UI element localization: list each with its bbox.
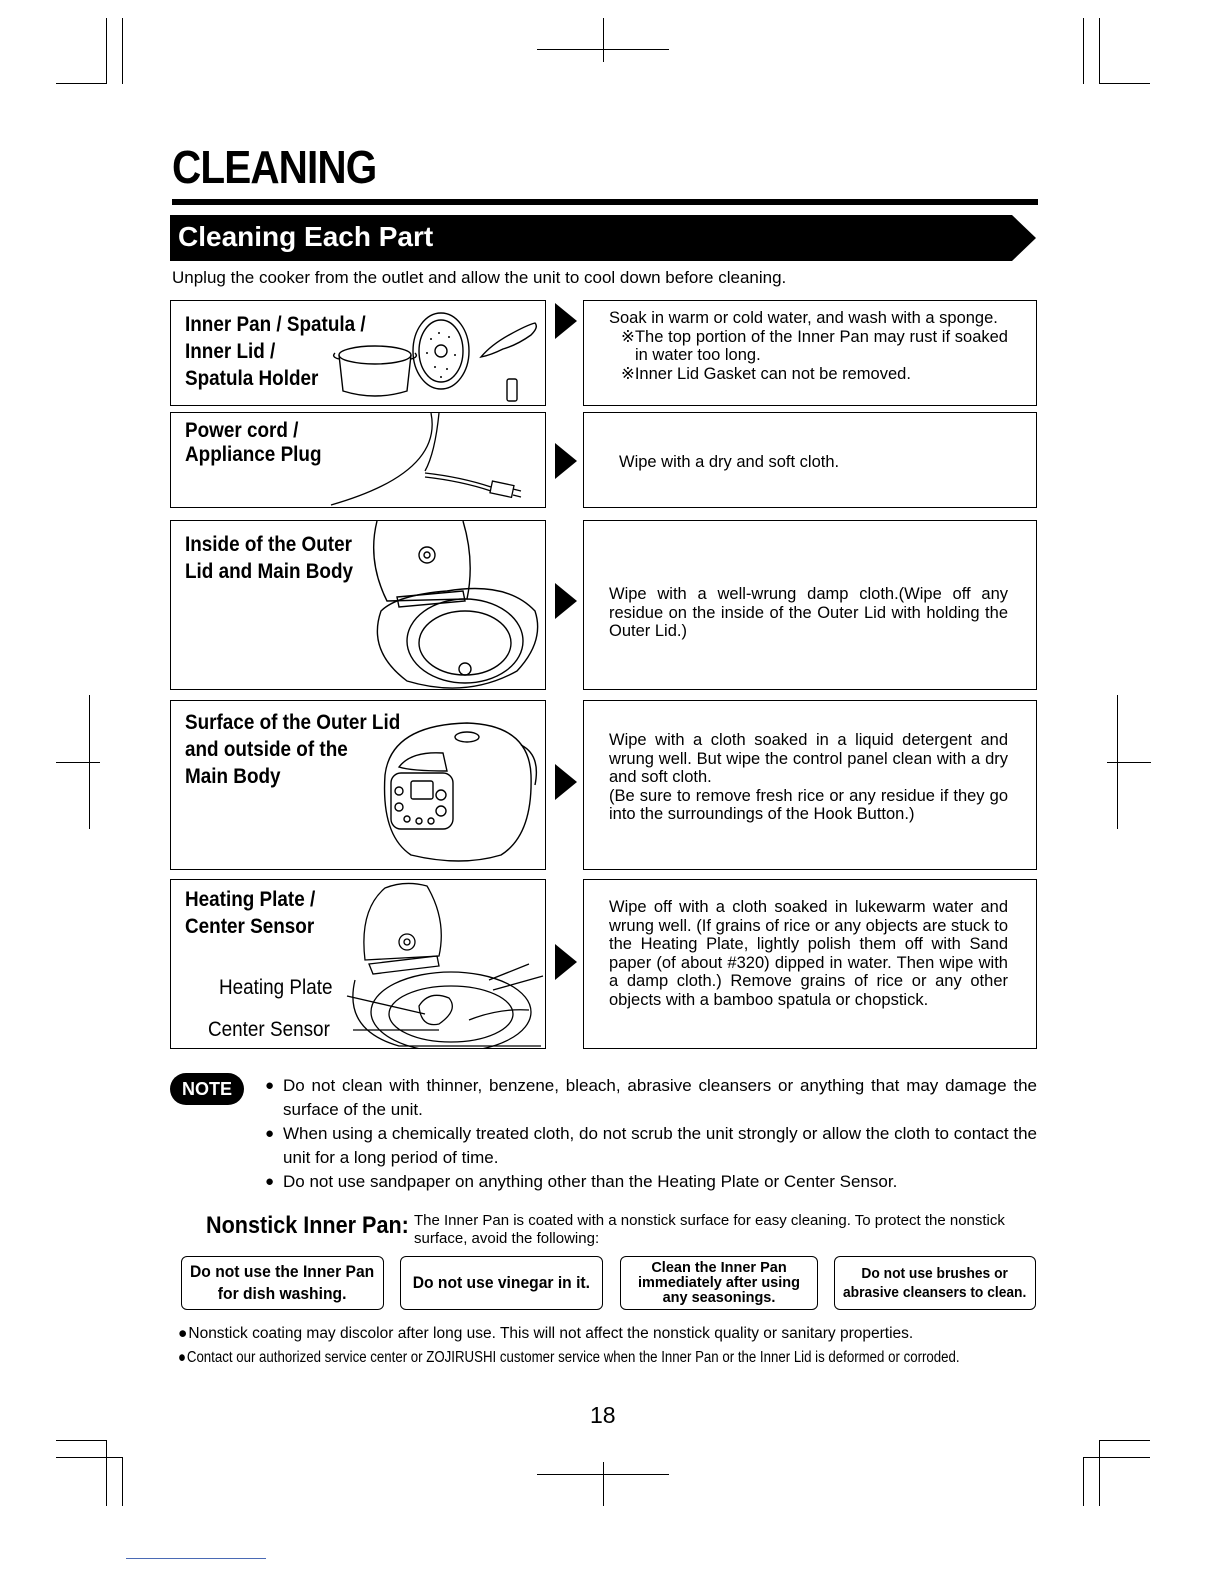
page-title: CLEANING [172, 141, 377, 193]
desc-box-outer-surface [583, 700, 1037, 870]
desc-box-heating-plate [583, 879, 1037, 1049]
intro-text: Unplug the cooker from the outlet and allow the unit to cool down before cleaning. [172, 268, 787, 287]
part-box-power-cord [170, 412, 546, 508]
part-description: Wipe with a well-wrung damp cloth.(Wipe off any residue on the inside of the Outer Lid with holding the Outer Lid.) [609, 585, 1008, 640]
power-cord-illustration [321, 413, 545, 507]
desc-box-inner-pan [583, 300, 1037, 406]
rice-cooker-illustration [371, 715, 545, 869]
footnote: ● Nonstick coating may discolor after long use. This will not affect the nonstick quality or sanitary properties. [178, 1325, 913, 1343]
note-item: ● Do not clean with thinner, benzene, bleach, abrasive cleansers or anything that may damage the surface of the unit. [265, 1074, 1037, 1122]
part-box-inner-pan [170, 300, 546, 406]
section-banner [170, 215, 1036, 261]
part-description: Soak in warm or cold water, and wash with a sponge. ※The top portion of the Inner Pan may rust if soaked in water too long. ※Inner Lid Gasket can not be removed. [609, 309, 1008, 383]
bottom-line [126, 1558, 266, 1559]
part-label: Inside of the Outer Lid and Main Body [185, 533, 354, 583]
arrow-icon [555, 764, 577, 800]
section-title: Cleaning Each Part [178, 221, 434, 252]
note-item: ● When using a chemically treated cloth, do not scrub the unit strongly or allow the cloth to contact the unit for a long period of time. [265, 1122, 1037, 1170]
nonstick-title: Nonstick Inner Pan: [206, 1212, 409, 1239]
title-rule [172, 199, 1038, 205]
callout-heating-plate: Heating Plate [219, 976, 333, 999]
heating-plate-illustration [329, 880, 545, 1048]
part-description: Wipe with a dry and soft cloth. [619, 453, 840, 471]
part-box-inside-outer-lid [170, 520, 546, 690]
part-label: Inner Pan / Spatula / Inner Lid / Spatula Holder [185, 313, 366, 390]
part-description: Wipe with a cloth soaked in a liquid detergent and wrung well. But wipe the control panel clean with a dry and soft cloth. (Be sure to remove fresh rice or any residue if they go into the surroundings of the Hook Button.) [609, 731, 1008, 823]
part-box-outer-surface [170, 700, 546, 870]
part-label: Surface of the Outer Lid and outside of the Main Body [185, 711, 401, 788]
note-item: ● Do not use sandpaper on anything other than the Heating Plate or Center Sensor. [265, 1170, 1037, 1194]
page-number: 18 [590, 1402, 616, 1428]
warning-dish-washing: Do not use the Inner Pan for dish washing. [181, 1256, 384, 1310]
part-label: Power cord / Appliance Plug [185, 419, 322, 466]
desc-box-inside-outer-lid [583, 520, 1037, 690]
arrow-icon [555, 583, 577, 619]
open-lid-illustration [367, 521, 547, 689]
warning-seasonings: Clean the Inner Pan immediately after using any seasonings. [620, 1256, 818, 1310]
part-description: Wipe off with a cloth soaked in lukewarm water and wrung well. (If grains of rice or any objects are stuck to the Heating Plate, lightly polish them off with Sand paper (of about #320) dipped in water. Then wipe with a damp cloth.) Remove grains of rice or any other objects with a bamboo spatula or chopstick. [609, 898, 1008, 1009]
arrow-icon [555, 303, 577, 339]
arrow-icon [555, 443, 577, 479]
note-badge: NOTE [170, 1073, 244, 1105]
part-box-heating-plate [170, 879, 546, 1049]
note-list [265, 1074, 1037, 1194]
warning-brushes: Do not use brushes or abrasive cleansers to clean. [834, 1256, 1036, 1310]
part-label: Heating Plate / Center Sensor [185, 888, 316, 938]
inner-pan-spatula-illustration [331, 305, 543, 405]
callout-center-sensor: Center Sensor [208, 1018, 330, 1041]
desc-box-power-cord [583, 412, 1037, 508]
nonstick-text: The Inner Pan is coated with a nonstick surface for easy cleaning. To protect the nonstick surface, avoid the following: [414, 1212, 1005, 1247]
arrow-icon [555, 944, 577, 980]
footnote: ● Contact our authorized service center or ZOJIRUSHI customer service when the Inner Pan or the Inner Lid is deformed or corroded. [178, 1349, 960, 1367]
warning-vinegar: Do not use vinegar in it. [400, 1256, 603, 1310]
